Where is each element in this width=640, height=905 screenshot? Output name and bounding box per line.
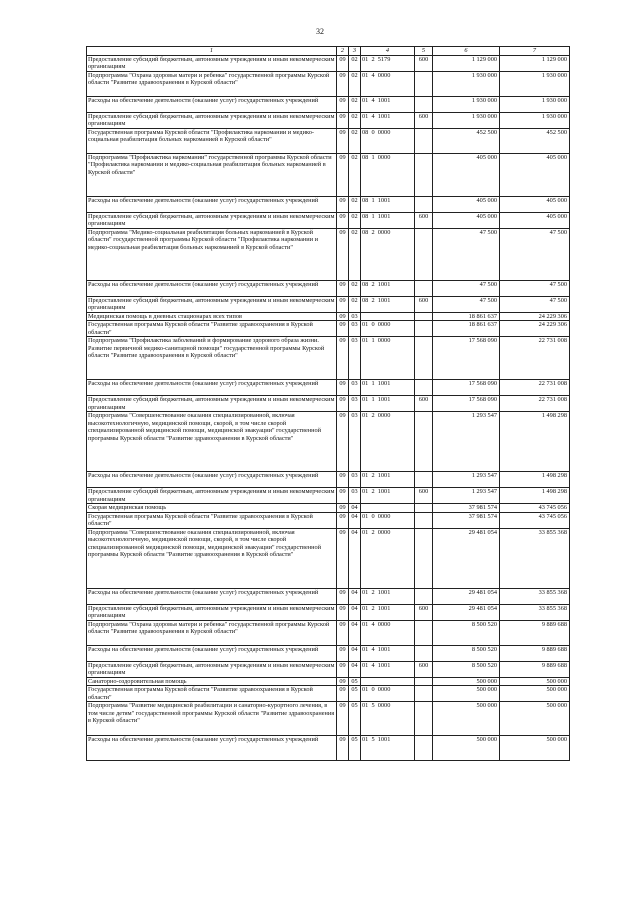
cell-gr: 09 bbox=[337, 321, 349, 337]
cell-s1: 500 000 bbox=[433, 677, 500, 685]
cell-s1: 47 500 bbox=[433, 229, 500, 281]
cell-name: Подпрограмма "Медико-социальная реабилитация больных наркоманией в Курской области" государственной программы Курской области "Профилактика наркомании и медико-социальная реабилитация больных наркоманией в Курской области" bbox=[87, 229, 337, 281]
cell-name: Подпрограмма "Развитие медицинской реабилитации и санаторно-курортного лечения, в том числе детям" государственной программы Курской области "Развитие здравоохранения в Курской области" bbox=[87, 702, 337, 736]
table-row bbox=[87, 129, 570, 154]
cell-vr bbox=[415, 702, 433, 736]
cell-csr: 08 1 0000 bbox=[361, 154, 415, 197]
cell-pr: 02 bbox=[349, 229, 361, 281]
cell-s1: 1 293 547 bbox=[433, 412, 500, 472]
cell-vr bbox=[415, 197, 433, 213]
cell-vr bbox=[415, 472, 433, 488]
cell-name: Предоставление субсидий бюджетным, автономным учреждениям и иным некоммерческим организациям bbox=[88, 396, 335, 411]
cell-pr: 02 bbox=[349, 129, 361, 154]
cell-s1: 17 568 090 bbox=[433, 380, 500, 396]
cell-name: Государственная программа Курской области "Развитие здравоохранения в Курской области" bbox=[87, 321, 337, 337]
cell-csr: 01 5 1001 bbox=[361, 736, 415, 761]
cell-csr: 01 1 1001 bbox=[361, 380, 415, 396]
cell-pr: 03 bbox=[349, 337, 361, 380]
cell-gr: 09 bbox=[337, 472, 349, 488]
cell-name: Подпрограмма "Профилактика наркомании" государственной программы Курской области "Профилактика наркомании и медико-социальная реабилитация больных наркоманией в Курской области" bbox=[87, 154, 337, 197]
cell-s2: 1 498 298 bbox=[500, 412, 570, 472]
cell-gr: 09 bbox=[337, 512, 349, 528]
cell-name: Подпрограмма "Совершенствование оказания специализированной, включая высокотехнологичную, медицинской помощи, скорой, в том числе скорой специализированной медицинской помощи, медицинской эвакуации" государственной программы Курской области "Развитие здравоохранения в Курской области" bbox=[87, 528, 337, 588]
cell-name: Подпрограмма "Охрана здоровья матери и ребенка" государственной программы Курской области "Развитие здравоохранения в Курской области" bbox=[87, 620, 337, 645]
table-row bbox=[87, 645, 570, 661]
cell-gr: 09 bbox=[337, 229, 349, 281]
table-row bbox=[87, 604, 570, 620]
table-row bbox=[87, 472, 570, 488]
cell-pr: 04 bbox=[349, 604, 361, 620]
cell-gr: 09 bbox=[337, 56, 349, 72]
cell-s2: 500 000 bbox=[500, 736, 570, 761]
cell-csr: 01 0 0000 bbox=[361, 512, 415, 528]
cell-s1: 47 500 bbox=[433, 297, 500, 313]
cell-s1: 1 129 000 bbox=[433, 56, 500, 72]
header-cell: 3 bbox=[349, 47, 361, 56]
cell-csr: 01 1 1001 bbox=[361, 396, 415, 412]
cell-s1: 18 861 637 bbox=[433, 321, 500, 337]
cell-name: Расходы на обеспечение деятельности (оказание услуг) государственных учреждений bbox=[87, 588, 337, 604]
cell-s2: 1 930 000 bbox=[500, 113, 570, 129]
cell-pr: 02 bbox=[349, 213, 361, 229]
cell-pr: 05 bbox=[349, 686, 361, 702]
cell-pr: 03 bbox=[349, 472, 361, 488]
cell-gr: 09 bbox=[337, 686, 349, 702]
cell-gr: 09 bbox=[337, 645, 349, 661]
cell-s1: 1 930 000 bbox=[433, 72, 500, 97]
cell-pr: 04 bbox=[349, 645, 361, 661]
cell-name: Предоставление субсидий бюджетным, автономным учреждениям и иным некоммерческим организациям bbox=[88, 113, 335, 128]
cell-s2: 47 500 bbox=[500, 297, 570, 313]
cell-gr: 09 bbox=[337, 72, 349, 97]
cell-vr bbox=[415, 229, 433, 281]
table-row bbox=[87, 412, 570, 472]
cell-s1: 1 930 000 bbox=[433, 113, 500, 129]
cell-pr: 04 bbox=[349, 504, 361, 512]
cell-gr: 09 bbox=[337, 337, 349, 380]
table-row bbox=[87, 677, 570, 685]
cell-gr: 09 bbox=[337, 702, 349, 736]
cell-vr bbox=[415, 736, 433, 761]
cell-s2: 33 855 368 bbox=[500, 528, 570, 588]
cell-pr: 05 bbox=[349, 677, 361, 685]
cell-csr: 01 2 1001 bbox=[361, 488, 415, 504]
table-row bbox=[87, 380, 570, 396]
cell-s1: 1 293 547 bbox=[433, 472, 500, 488]
cell-s2: 405 000 bbox=[500, 213, 570, 229]
cell-vr bbox=[415, 97, 433, 113]
table-row bbox=[87, 229, 570, 281]
table-row bbox=[87, 154, 570, 197]
table-row bbox=[87, 528, 570, 588]
cell-pr: 02 bbox=[349, 281, 361, 297]
cell-name: Скорая медицинская помощь bbox=[87, 504, 337, 512]
cell-vr bbox=[415, 337, 433, 380]
cell-s2: 43 745 056 bbox=[500, 504, 570, 512]
table-row bbox=[87, 97, 570, 113]
cell-s2: 43 745 056 bbox=[500, 512, 570, 528]
cell-vr: 600 bbox=[415, 56, 433, 72]
cell-pr: 04 bbox=[349, 588, 361, 604]
cell-s2: 405 000 bbox=[500, 154, 570, 197]
cell-pr: 04 bbox=[349, 528, 361, 588]
cell-gr: 09 bbox=[337, 604, 349, 620]
cell-s1: 8 500 520 bbox=[433, 661, 500, 677]
table-row bbox=[87, 281, 570, 297]
cell-gr: 09 bbox=[337, 213, 349, 229]
cell-csr: 01 2 1001 bbox=[361, 604, 415, 620]
cell-s1: 8 500 520 bbox=[433, 620, 500, 645]
cell-name: Предоставление субсидий бюджетным, автономным учреждениям и иным некоммерческим организациям bbox=[88, 297, 335, 312]
header-cell: 5 bbox=[415, 47, 433, 56]
cell-csr: 01 2 0000 bbox=[361, 412, 415, 472]
table-row bbox=[87, 321, 570, 337]
cell-pr: 03 bbox=[349, 380, 361, 396]
cell-vr: 600 bbox=[415, 297, 433, 313]
cell-pr: 03 bbox=[349, 313, 361, 321]
cell-vr bbox=[415, 677, 433, 685]
cell-s2: 33 855 368 bbox=[500, 604, 570, 620]
cell-csr: 08 2 0000 bbox=[361, 229, 415, 281]
cell-csr: 01 4 1001 bbox=[361, 645, 415, 661]
cell-vr: 600 bbox=[415, 396, 433, 412]
cell-s1: 37 981 574 bbox=[433, 512, 500, 528]
cell-s2: 24 229 306 bbox=[500, 321, 570, 337]
cell-name: Расходы на обеспечение деятельности (оказание услуг) государственных учреждений bbox=[87, 645, 337, 661]
cell-csr: 01 4 0000 bbox=[361, 72, 415, 97]
table-row bbox=[87, 337, 570, 380]
cell-vr: 600 bbox=[415, 488, 433, 504]
cell-s2: 500 000 bbox=[500, 677, 570, 685]
cell-name: Предоставление субсидий бюджетным, автономным учреждениям и иным некоммерческим организациям bbox=[88, 488, 335, 503]
cell-vr: 600 bbox=[415, 604, 433, 620]
cell-name: Предоставление субсидий бюджетным, автономным учреждениям и иным некоммерческим организациям bbox=[88, 213, 335, 228]
cell-s1: 29 481 054 bbox=[433, 604, 500, 620]
cell-gr: 09 bbox=[337, 588, 349, 604]
cell-name: Подпрограмма "Охрана здоровья матери и ребенка" государственной программы Курской области "Развитие здравоохранения в Курской области" bbox=[87, 72, 337, 97]
table-row bbox=[87, 702, 570, 736]
cell-s2: 22 731 008 bbox=[500, 396, 570, 412]
table-row bbox=[87, 213, 570, 229]
cell-csr bbox=[361, 504, 415, 512]
cell-csr: 01 2 5179 bbox=[361, 56, 415, 72]
cell-pr: 02 bbox=[349, 56, 361, 72]
cell-s2: 1 498 298 bbox=[500, 472, 570, 488]
cell-s1: 1 930 000 bbox=[433, 97, 500, 113]
cell-s1: 17 568 090 bbox=[433, 337, 500, 380]
cell-csr: 01 0 0000 bbox=[361, 686, 415, 702]
cell-gr: 09 bbox=[337, 380, 349, 396]
cell-pr: 02 bbox=[349, 297, 361, 313]
table-row bbox=[87, 512, 570, 528]
cell-gr: 09 bbox=[337, 154, 349, 197]
cell-s2: 33 855 368 bbox=[500, 588, 570, 604]
header-cell: 7 bbox=[500, 47, 570, 56]
cell-pr: 05 bbox=[349, 702, 361, 736]
cell-vr bbox=[415, 512, 433, 528]
cell-s1: 47 500 bbox=[433, 281, 500, 297]
cell-name: Подпрограмма "Совершенствование оказания специализированной, включая высокотехнологичную, медицинской помощи, скорой, в том числе скорой специализированной медицинской помощи, медицинской эвакуации" государственной программы Курской области "Развитие здравоохранения в Курской области" bbox=[87, 412, 337, 472]
cell-s1: 8 500 520 bbox=[433, 645, 500, 661]
table-row bbox=[87, 313, 570, 321]
cell-vr: 600 bbox=[415, 213, 433, 229]
cell-gr: 09 bbox=[337, 504, 349, 512]
cell-name: Государственная программа Курской области "Профилактика наркомании и медико-социальная реабилитация больных наркоманией в Курской области" bbox=[87, 129, 337, 154]
table-row bbox=[87, 56, 570, 72]
cell-vr bbox=[415, 154, 433, 197]
cell-gr: 09 bbox=[337, 412, 349, 472]
cell-s2: 1 930 000 bbox=[500, 97, 570, 113]
cell-csr: 01 4 1001 bbox=[361, 97, 415, 113]
cell-gr: 09 bbox=[337, 281, 349, 297]
cell-s2: 22 731 008 bbox=[500, 337, 570, 380]
cell-pr: 04 bbox=[349, 512, 361, 528]
cell-csr: 01 4 1001 bbox=[361, 113, 415, 129]
cell-name: Расходы на обеспечение деятельности (оказание услуг) государственных учреждений bbox=[87, 281, 337, 297]
table-row bbox=[87, 736, 570, 761]
cell-s1: 1 293 547 bbox=[433, 488, 500, 504]
cell-s1: 29 481 054 bbox=[433, 528, 500, 588]
cell-csr: 01 2 1001 bbox=[361, 472, 415, 488]
cell-gr: 09 bbox=[337, 197, 349, 213]
cell-csr bbox=[361, 677, 415, 685]
cell-csr: 08 1 1001 bbox=[361, 213, 415, 229]
cell-vr bbox=[415, 380, 433, 396]
cell-name: Предоставление субсидий бюджетным, автономным учреждениям и иным некоммерческим организациям bbox=[88, 661, 335, 677]
cell-name: Расходы на обеспечение деятельности (оказание услуг) государственных учреждений bbox=[87, 472, 337, 488]
cell-pr: 02 bbox=[349, 97, 361, 113]
cell-name: Расходы на обеспечение деятельности (оказание услуг) государственных учреждений bbox=[87, 736, 337, 761]
cell-s2: 500 000 bbox=[500, 686, 570, 702]
cell-csr: 08 0 0000 bbox=[361, 129, 415, 154]
cell-pr: 04 bbox=[349, 661, 361, 677]
cell-pr: 03 bbox=[349, 396, 361, 412]
cell-vr bbox=[415, 528, 433, 588]
cell-vr bbox=[415, 72, 433, 97]
cell-vr bbox=[415, 588, 433, 604]
cell-s2: 9 889 688 bbox=[500, 645, 570, 661]
cell-s2: 22 731 008 bbox=[500, 380, 570, 396]
cell-name: Расходы на обеспечение деятельности (оказание услуг) государственных учреждений bbox=[87, 97, 337, 113]
cell-csr: 01 2 0000 bbox=[361, 528, 415, 588]
cell-csr: 01 2 1001 bbox=[361, 588, 415, 604]
cell-vr bbox=[415, 129, 433, 154]
budget-table bbox=[86, 46, 570, 761]
cell-s1: 452 500 bbox=[433, 129, 500, 154]
cell-s1: 17 568 090 bbox=[433, 396, 500, 412]
cell-s1: 500 000 bbox=[433, 702, 500, 736]
cell-gr: 09 bbox=[337, 620, 349, 645]
table-row bbox=[87, 504, 570, 512]
cell-pr: 02 bbox=[349, 154, 361, 197]
header-cell: 6 bbox=[433, 47, 500, 56]
cell-vr bbox=[415, 686, 433, 702]
cell-s2: 500 000 bbox=[500, 702, 570, 736]
table-row bbox=[87, 588, 570, 604]
cell-s2: 1 129 000 bbox=[500, 56, 570, 72]
cell-name: Предоставление субсидий бюджетным, автономным учреждениям и иным некоммерческим организациям bbox=[88, 604, 335, 620]
cell-csr: 08 1 1001 bbox=[361, 197, 415, 213]
cell-vr bbox=[415, 620, 433, 645]
cell-vr: 600 bbox=[415, 113, 433, 129]
table-row bbox=[87, 72, 570, 97]
cell-pr: 03 bbox=[349, 321, 361, 337]
cell-s1: 500 000 bbox=[433, 686, 500, 702]
cell-csr: 01 1 0000 bbox=[361, 337, 415, 380]
cell-vr: 600 bbox=[415, 661, 433, 677]
cell-vr bbox=[415, 412, 433, 472]
cell-pr: 03 bbox=[349, 412, 361, 472]
cell-gr: 09 bbox=[337, 297, 349, 313]
cell-vr bbox=[415, 321, 433, 337]
cell-pr: 02 bbox=[349, 197, 361, 213]
cell-gr: 09 bbox=[337, 661, 349, 677]
cell-name: Расходы на обеспечение деятельности (оказание услуг) государственных учреждений bbox=[87, 197, 337, 213]
cell-s2: 1 498 298 bbox=[500, 488, 570, 504]
cell-s2: 9 889 688 bbox=[500, 620, 570, 645]
cell-pr: 04 bbox=[349, 620, 361, 645]
cell-vr bbox=[415, 281, 433, 297]
cell-gr: 09 bbox=[337, 396, 349, 412]
table-row bbox=[87, 297, 570, 313]
table-row bbox=[87, 661, 570, 677]
cell-s1: 405 000 bbox=[433, 197, 500, 213]
table-row bbox=[87, 113, 570, 129]
cell-csr: 01 5 0000 bbox=[361, 702, 415, 736]
cell-csr: 01 4 1001 bbox=[361, 661, 415, 677]
cell-pr: 05 bbox=[349, 736, 361, 761]
cell-s2: 47 500 bbox=[500, 281, 570, 297]
cell-name: Подпрограмма "Профилактика заболеваний и формирование здорового образа жизни. Развитие первичной медико-санитарной помощи" государственной программы Курской области "Развитие здравоохранения в Курской области" bbox=[87, 337, 337, 380]
cell-vr bbox=[415, 504, 433, 512]
cell-s2: 1 930 000 bbox=[500, 72, 570, 97]
cell-name: Медицинская помощь в дневных стационарах всех типов bbox=[87, 313, 337, 321]
cell-gr: 09 bbox=[337, 113, 349, 129]
cell-name: Расходы на обеспечение деятельности (оказание услуг) государственных учреждений bbox=[87, 380, 337, 396]
table-row bbox=[87, 197, 570, 213]
cell-s1: 500 000 bbox=[433, 736, 500, 761]
cell-s2: 405 000 bbox=[500, 197, 570, 213]
cell-csr: 08 2 1001 bbox=[361, 297, 415, 313]
table-row bbox=[87, 686, 570, 702]
cell-name: Предоставление субсидий бюджетным, автономным учреждениям и иным некоммерческим организациям bbox=[88, 56, 335, 71]
cell-name: Государственная программа Курской области "Развитие здравоохранения в Курской области" bbox=[87, 686, 337, 702]
cell-vr bbox=[415, 645, 433, 661]
table-row bbox=[87, 488, 570, 504]
table-row bbox=[87, 396, 570, 412]
cell-s1: 405 000 bbox=[433, 213, 500, 229]
cell-csr: 08 2 1001 bbox=[361, 281, 415, 297]
cell-pr: 02 bbox=[349, 72, 361, 97]
cell-vr bbox=[415, 313, 433, 321]
cell-s2: 47 500 bbox=[500, 229, 570, 281]
cell-name: Государственная программа Курской области "Развитие здравоохранения в Курской области" bbox=[87, 512, 337, 528]
cell-name: Санаторно-оздоровительная помощь bbox=[87, 677, 337, 685]
cell-csr bbox=[361, 313, 415, 321]
cell-csr: 01 0 0000 bbox=[361, 321, 415, 337]
header-cell: 2 bbox=[337, 47, 349, 56]
cell-s1: 29 481 054 bbox=[433, 588, 500, 604]
cell-gr: 09 bbox=[337, 677, 349, 685]
cell-gr: 09 bbox=[337, 488, 349, 504]
table-header-row bbox=[87, 47, 570, 56]
cell-s1: 37 981 574 bbox=[433, 504, 500, 512]
page-number: 32 bbox=[316, 27, 324, 36]
cell-pr: 02 bbox=[349, 113, 361, 129]
cell-gr: 09 bbox=[337, 313, 349, 321]
cell-s2: 24 229 306 bbox=[500, 313, 570, 321]
cell-gr: 09 bbox=[337, 736, 349, 761]
header-cell: 4 bbox=[361, 47, 415, 56]
cell-csr: 01 4 0000 bbox=[361, 620, 415, 645]
cell-s2: 9 889 688 bbox=[500, 661, 570, 677]
cell-gr: 09 bbox=[337, 129, 349, 154]
cell-s1: 18 861 637 bbox=[433, 313, 500, 321]
header-cell: 1 bbox=[87, 47, 337, 56]
table-row bbox=[87, 620, 570, 645]
cell-s2: 452 500 bbox=[500, 129, 570, 154]
cell-gr: 09 bbox=[337, 97, 349, 113]
cell-s1: 405 000 bbox=[433, 154, 500, 197]
cell-pr: 03 bbox=[349, 488, 361, 504]
cell-gr: 09 bbox=[337, 528, 349, 588]
